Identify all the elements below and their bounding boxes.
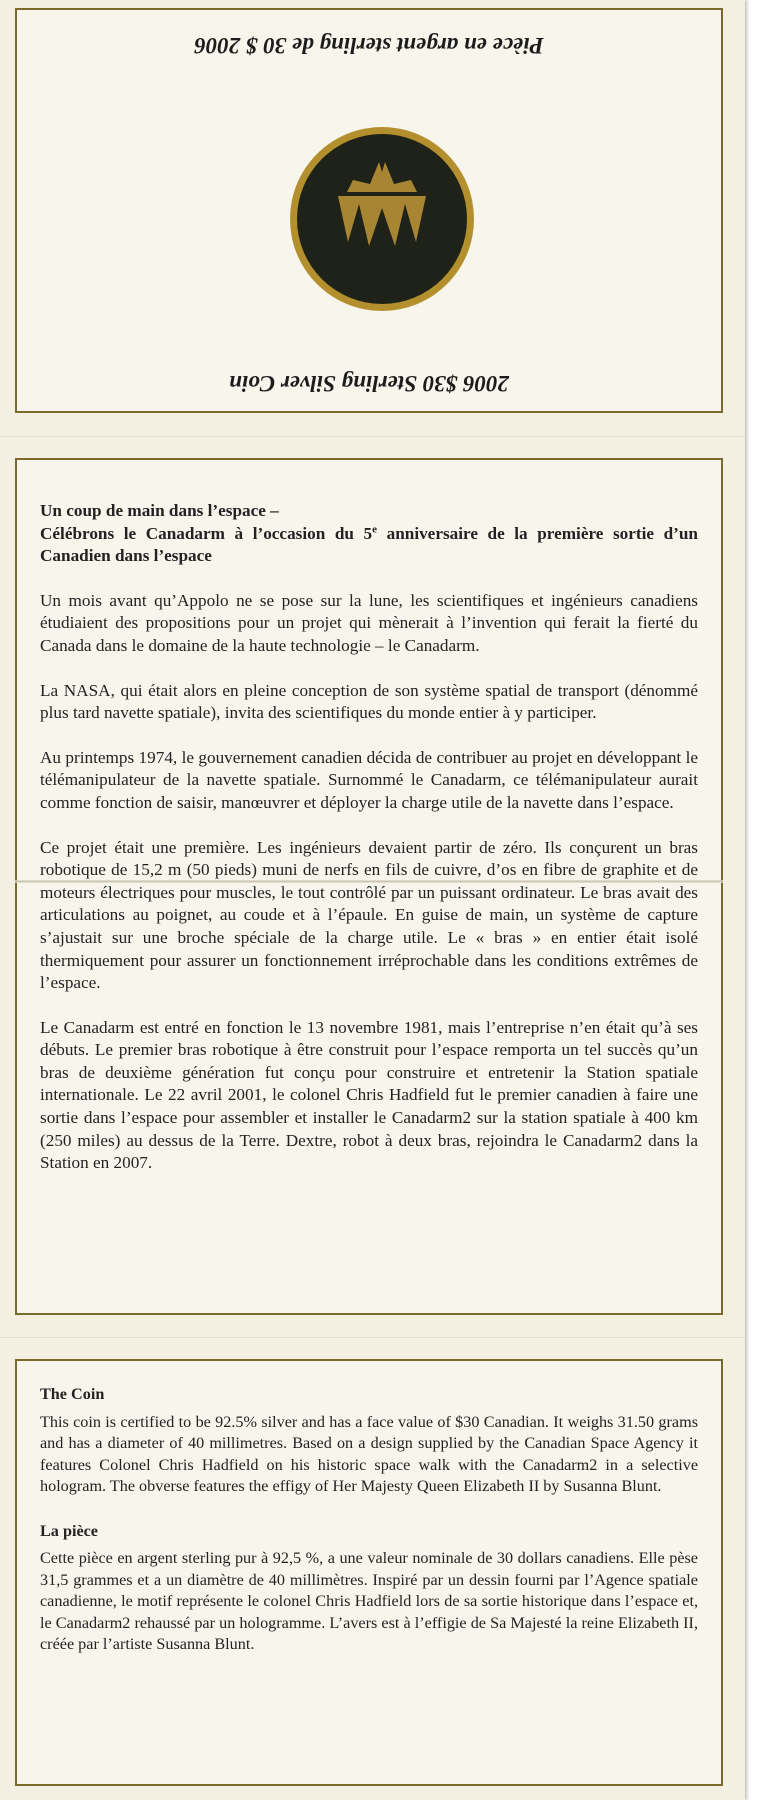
coin-heading-french: La pièce	[40, 1521, 98, 1540]
fold-line	[0, 1337, 745, 1339]
paragraph-project: Ce projet était une première. Les ingénieurs devaient partir de zéro. Ils conçurent un bras robotique de 15,2 m (50 pieds) muni de nerfs en fils de cuivre, d’os en fibre de graphite et de moteurs électriques pour muscles, le tout contrôlé par un puissant ordinateur. Le bras avait des articulations au poignet, au coude et à l’épaule. En guise de main, un système de capture s’ajustait sur une broche spéciale de la charge utile. Le « bras » en entier était isolé thermiquement pour assurer un fonctionnement irréprochable dans les conditions extrêmes de l’espace.	[40, 837, 698, 993]
coin-heading-english: The Coin	[40, 1385, 105, 1403]
paragraph-1974: Au printemps 1974, le gouvernement canadien décida de contribuer au projet en développant le télémanipulateur de la navette spatiale. Surnommé le Canadarm, ce télémanipulateur aurait comme fonction de saisir, manœuvrer et déployer la charge utile de la navette dans l’espace.	[40, 747, 698, 812]
paper-crease	[15, 880, 723, 883]
fold-line	[0, 436, 745, 438]
paragraph-canadarm-service: Le Canadarm est entré en fonction le 13 novembre 1981, mais l’entreprise n’en était qu’à ses débuts. Le premier bras robotique à être construit pour l’espace remporta un tel succès qu’un bras de deuxième génération fut conçu pour construire et entretenir la Station spatiale internationale. Le 22 avril 2001, le colonel Chris Hadfield fut le premier canadien à faire une sortie dans l’espace pour assembler et installer le Canadarm2 sur la station spatiale à 400 km (250 miles) au dessus de la Terre. Dextre, robot à deux bras, rejoindra le Canadarm2 dans la Station en 2007.	[40, 1017, 698, 1173]
coin-text-english: This coin is certified to be 92.5% silver and has a face value of $30 Canadian. It weighs 31.50 grams and has a diameter of 40 millimetres. Based on a design supplied by the Canadian Space Agency it features Colonel Chris Hadfield on his historic space walk with the Canadarm2 in a selective hologram. The obverse features the effigy of Her Majesty Queen Elizabeth II by Susanna Blunt.	[40, 1412, 698, 1496]
paragraph-nasa: La NASA, qui était alors en pleine conception de son système spatial de transport (dénommé plus tard navette spatiale), invita des scientifiques du monde entier à y participer.	[40, 680, 698, 723]
heading-line-1: Un coup de main dans l’espace –	[40, 501, 279, 520]
coin-panel	[15, 1359, 723, 1786]
cover-caption-english: 2006 $30 Sterling Silver Coin	[229, 371, 509, 396]
heading-line-2: Célébrons le Canadarm à l’occasion du 5	[40, 523, 373, 543]
history-text	[40, 500, 698, 1197]
coin-text	[40, 1383, 698, 1678]
cover-caption-french: Pièce en argent sterling de 30 $ 2006	[194, 33, 544, 58]
logo-disc	[297, 134, 467, 304]
coin-text-french: Cette pièce en argent sterling pur à 92,5 %, a une valeur nominale de 30 dollars canadiens. Elle pèse 31,5 grammes et a un diamètre de 40 millimètres. Inspiré par un dessin fourni par l’Agence spatiale canadienne, le motif représente le colonel Chris Hadfield lors de sa sortie historique dans l’espace et, le Canadarm2 rehaussé par un hologramme. L’avers est à l’effigie de Sa Majesté la reine Elizabeth II, créée par l’artiste Susanna Blunt.	[40, 1549, 698, 1654]
royal-canadian-mint-logo	[289, 126, 475, 312]
history-panel	[15, 458, 723, 1315]
heading-superscript: e	[372, 522, 378, 535]
history-heading	[40, 500, 698, 568]
cover-panel	[15, 8, 723, 413]
heading-line-2-end: anniversaire de la première sortie d’un Canadien dans l’espace	[40, 523, 698, 566]
paragraph-appolo: Un mois avant qu’Appolo ne se pose sur la lune, les scientifiques et ingénieurs canadiens étudiaient des propositions pour un projet qui mènerait à l’invention qui ferait la fierté du Canada dans le domaine de la haute technologie – le Canadarm.	[40, 590, 698, 655]
